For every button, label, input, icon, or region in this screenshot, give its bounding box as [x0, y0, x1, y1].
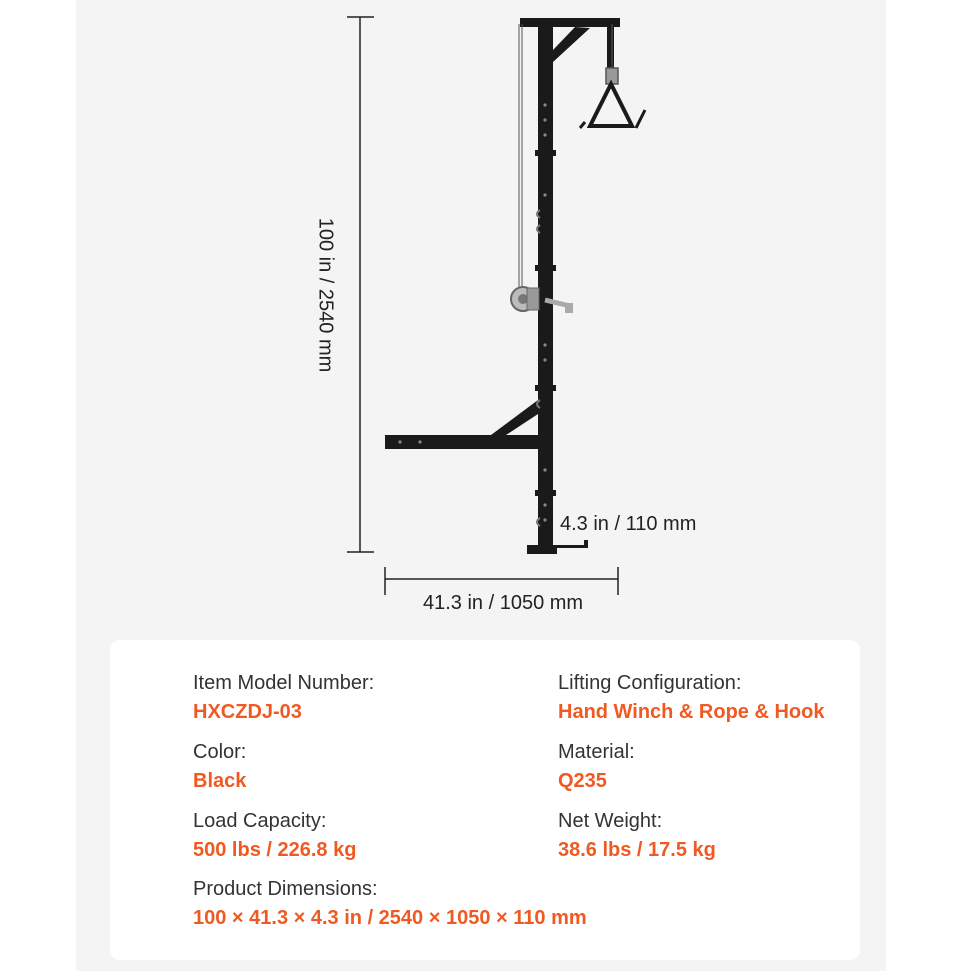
width-dimension-line	[385, 567, 618, 595]
spec-material-value: Q235	[558, 770, 607, 792]
mast-holes	[398, 103, 546, 521]
height-dimension-line	[347, 17, 374, 552]
depth-dimension-label: 4.3 in / 110 mm	[560, 513, 697, 535]
spec-load-label: Load Capacity:	[193, 810, 327, 832]
spec-color-label: Color:	[193, 741, 247, 763]
spec-weight-value: 38.6 lbs / 17.5 kg	[558, 839, 716, 861]
width-dimension-label: 41.3 in / 1050 mm	[423, 592, 584, 614]
spec-load-value: 500 lbs / 226.8 kg	[193, 839, 357, 861]
spec-model	[193, 671, 374, 725]
spec-material-label: Material:	[558, 741, 635, 763]
spec-model-value: HXCZDJ-03	[193, 701, 302, 723]
hoist-frame	[385, 18, 620, 554]
spec-weight	[558, 809, 716, 863]
specifications-card	[110, 640, 860, 960]
spec-dimensions	[193, 877, 587, 931]
spec-dimensions-label: Product Dimensions:	[193, 878, 378, 900]
spec-color-value: Black	[193, 770, 247, 792]
spec-model-label: Item Model Number:	[193, 672, 375, 694]
gambrel-hook	[580, 68, 645, 128]
spec-weight-label: Net Weight:	[558, 810, 663, 832]
spec-color	[193, 740, 246, 794]
winch-cable	[519, 24, 612, 290]
spec-lifting	[558, 671, 824, 725]
spec-lifting-value: Hand Winch & Rope & Hook	[558, 701, 825, 723]
spec-dimensions-value: 100 × 41.3 × 4.3 in / 2540 × 1050 × 110 mm	[193, 907, 587, 929]
spec-load	[193, 809, 356, 863]
height-dimension-label: 100 in / 2540 mm	[314, 217, 337, 373]
spec-lifting-label: Lifting Configuration:	[558, 672, 742, 694]
spec-material	[558, 740, 635, 794]
